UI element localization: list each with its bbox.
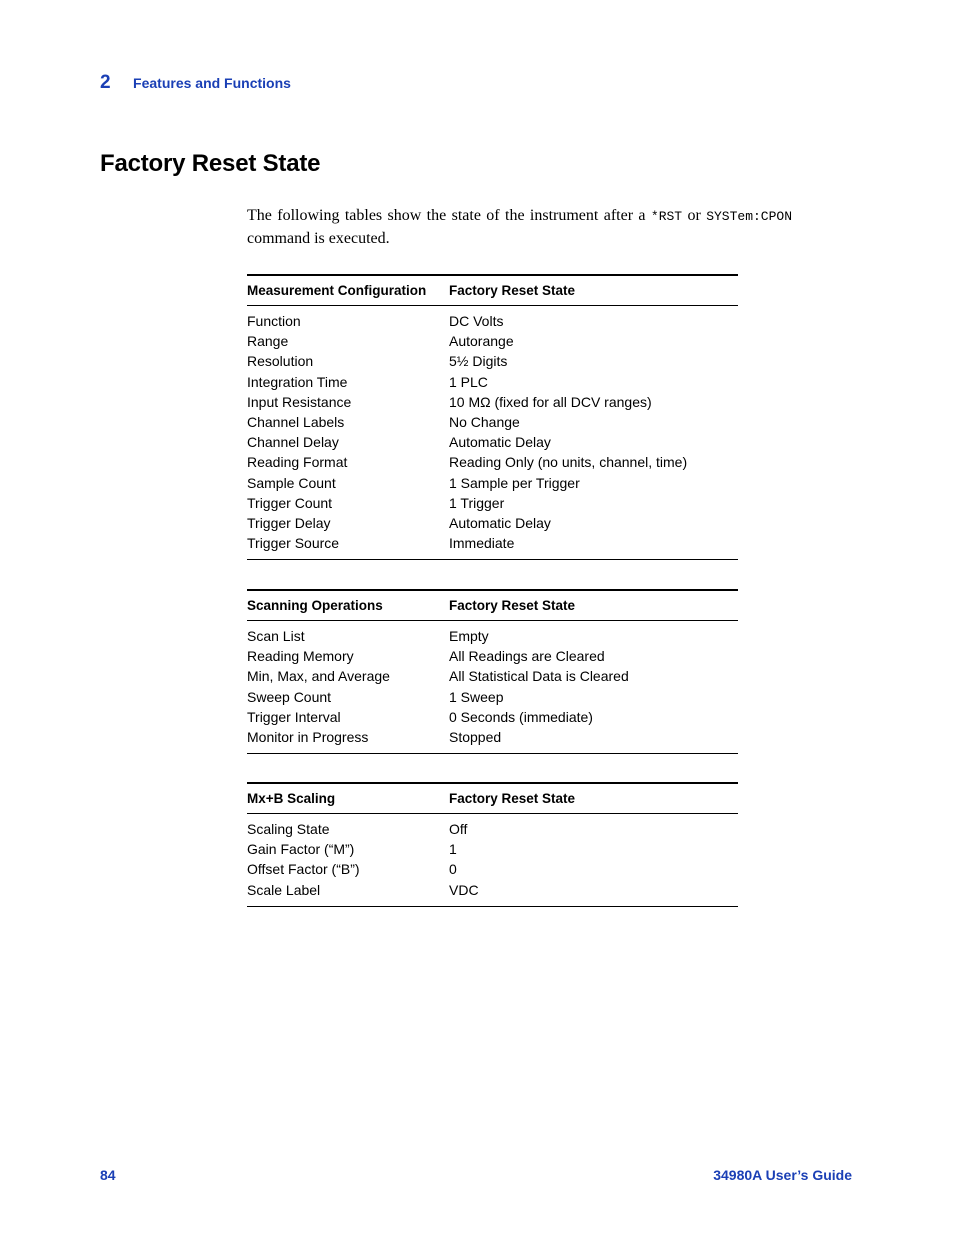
table-row: [247, 727, 738, 747]
table-row: [247, 819, 738, 839]
reset-state-cell: Off: [449, 821, 468, 838]
setting-name-cell: Scaling State: [247, 821, 330, 838]
reset-state-cell: 0 Seconds (immediate): [449, 708, 593, 725]
reset-state-cell: 1 Sweep: [449, 688, 504, 705]
setting-name-cell: Trigger Interval: [247, 708, 341, 725]
setting-name-cell: Scale Label: [247, 881, 321, 898]
reset-state-cell: VDC: [449, 881, 479, 898]
setting-name-cell: Offset Factor (“B”): [247, 861, 360, 878]
reset-state-cell: 1 Sample per Trigger: [449, 474, 580, 491]
setting-name-cell: Trigger Count: [247, 494, 333, 511]
scanning-operations-table: [247, 589, 738, 754]
setting-name-cell: Input Resistance: [247, 393, 352, 410]
table-header-cell: Factory Reset State: [449, 791, 576, 806]
reset-state-cell: DC Volts: [449, 313, 504, 330]
table-row: [247, 372, 738, 392]
table-header-row: [247, 591, 738, 621]
table-row: [247, 311, 738, 331]
table-body: [247, 306, 738, 559]
reset-state-cell: Autorange: [449, 333, 514, 350]
setting-name-cell: Sweep Count: [247, 688, 332, 705]
setting-name-cell: Sample Count: [247, 474, 336, 491]
table-row: [247, 412, 738, 432]
table-header-cell: Mx+B Scaling: [247, 791, 336, 806]
intro-paragraph: [247, 205, 792, 250]
table-row: [247, 432, 738, 452]
table-row: [247, 493, 738, 513]
reset-state-cell: No Change: [449, 414, 520, 431]
table-body: [247, 621, 738, 753]
table-row: [247, 859, 738, 879]
table-row: [247, 473, 738, 493]
setting-name-cell: Channel Delay: [247, 434, 339, 451]
reset-state-cell: Automatic Delay: [449, 514, 551, 531]
setting-name-cell: Channel Labels: [247, 414, 345, 431]
intro-code-cpon: SYSTem:CPON: [706, 209, 793, 224]
setting-name-cell: Integration Time: [247, 373, 348, 390]
setting-name-cell: Monitor in Progress: [247, 729, 369, 746]
guide-title: 34980A User’s Guide: [713, 1167, 852, 1183]
intro-text-3: command is executed.: [247, 230, 390, 247]
table-header-cell: Factory Reset State: [449, 598, 576, 613]
reset-state-cell: 1 Trigger: [449, 494, 505, 511]
setting-name-cell: Range: [247, 333, 289, 350]
reset-state-cell: Stopped: [449, 729, 502, 746]
table-header-cell: Factory Reset State: [449, 283, 576, 298]
intro-code-rst: *RST: [650, 209, 683, 224]
table-row: [247, 626, 738, 646]
page-number: 84: [100, 1167, 116, 1183]
table-row: [247, 351, 738, 371]
table-row: [247, 392, 738, 412]
table-row: [247, 687, 738, 707]
table-row: [247, 666, 738, 686]
intro-text-2: or: [682, 207, 707, 224]
reset-state-cell: All Statistical Data is Cleared: [449, 668, 629, 685]
reset-state-cell: All Readings are Cleared: [449, 648, 605, 665]
reset-state-cell: Automatic Delay: [449, 434, 551, 451]
setting-name-cell: Reading Format: [247, 454, 348, 471]
reset-state-cell: 1: [449, 841, 457, 858]
intro-text-1: The following tables show the state of the instrument after a: [247, 207, 651, 224]
table-row: [247, 533, 738, 553]
reset-state-cell: 10 MΩ (fixed for all DCV ranges): [449, 393, 652, 410]
reset-state-cell: 1 PLC: [449, 373, 488, 390]
reset-state-cell: Empty: [449, 628, 489, 645]
setting-name-cell: Min, Max, and Average: [247, 668, 390, 685]
setting-name-cell: Scan List: [247, 628, 305, 645]
table-body: [247, 814, 738, 906]
table-header-row: [247, 784, 738, 814]
reset-state-cell: 5½ Digits: [449, 353, 508, 370]
mxb-scaling-table: [247, 782, 738, 907]
table-row: [247, 452, 738, 472]
table-row: [247, 707, 738, 727]
reset-state-cell: 0: [449, 861, 457, 878]
chapter-title: Features and Functions: [133, 75, 291, 91]
table-row: [247, 839, 738, 859]
chapter-number: 2: [100, 72, 111, 93]
setting-name-cell: Gain Factor (“M”): [247, 841, 355, 858]
setting-name-cell: Function: [247, 313, 301, 330]
table-header-cell: Measurement Configuration: [247, 283, 427, 298]
table-header-cell: Scanning Operations: [247, 598, 383, 613]
table-row: [247, 880, 738, 900]
setting-name-cell: Reading Memory: [247, 648, 354, 665]
table-row: [247, 331, 738, 351]
table-header-row: [247, 276, 738, 306]
table-row: [247, 646, 738, 666]
reset-state-cell: Immediate: [449, 535, 515, 552]
measurement-configuration-table: [247, 274, 738, 560]
table-row: [247, 513, 738, 533]
setting-name-cell: Trigger Delay: [247, 514, 331, 531]
setting-name-cell: Trigger Source: [247, 535, 340, 552]
chapter-header: [100, 72, 291, 94]
page-title: Factory Reset State: [100, 150, 321, 177]
reset-state-cell: Reading Only (no units, channel, time): [449, 454, 688, 471]
setting-name-cell: Resolution: [247, 353, 314, 370]
